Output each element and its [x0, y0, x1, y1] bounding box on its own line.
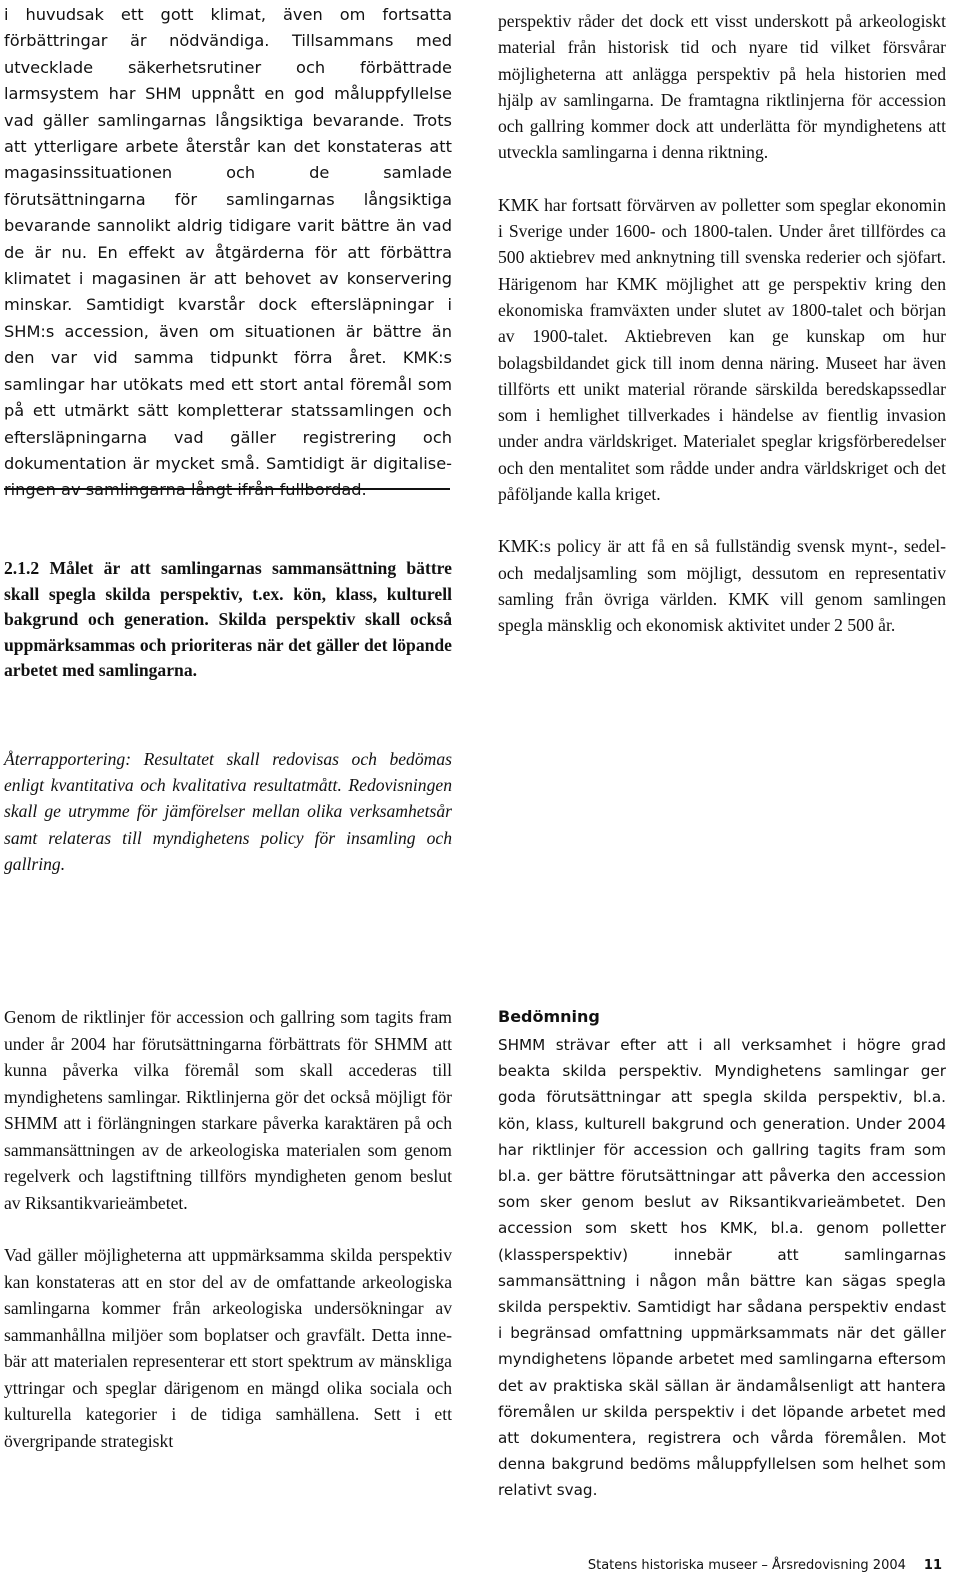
body-paragraph: Genom de riktlinjer för accession och gallring som tagits fram under år 2004 har förutsättningarna förbättrats för SHMM att kunna påverka vilka föremål som skall accederas till myndighetens samlingar. Riktlinjerna gör det också möjligt för SHMM att i förlängningen starkare påverka karaktären på och sammansättningen av de arkeologiska materialen som genom regelverk och lagstiftning tillförs myndigheten genom beslut av Riksantikvarieämbetet.	[4, 1007, 452, 1213]
body-paragraph: i huvudsak ett gott klimat, även om fortsatta förbättringar är nödvändiga. Tillsammans med utvecklade säkerhetsrutiner och förbättrade larmsystem har SHM uppnått en god måluppfyllelse vad gäller samlingarnas långsiktiga bevarande. Trots att ytterligare arbete återstår kan det konstateras att magasinssituationen och de samlade förutsättningarna för samlingarnas långsiktiga bevarande sannolikt aldrig tidigare varit bättre än vad de är nu. En effekt av åtgärderna för att förbättra klimatet i magasinen är att behovet av konservering minskar. Samtidigt kvarstår dock eftersläpningar i SHM:s accession, även om situationen är bättre än den var vid samma tidpunkt förra året. KMK:s samlingar har utökats med ett stort antal föremål som på ett utmärkt sätt kompletterar statssamlingen och eftersläpningarna vad gäller registrering och dokumentation är mycket små. Samtidigt är digitalise	[4, 5, 452, 473]
assessment-text: SHMM strävar efter att i all verksamhet i högre grad beakta skilda perspektiv. Myndighetens samlingar ger goda förutsättningar att spegla skilda perspektiv, bl.a. kön, klass, kulturell bakgrund och generation. Under 2004 har riktlinjer för accession och gallring tagits fram som bl.a. ger bättre förutsättningar att påverka den accession som sker genom beslut av Riksantikvarieämbetet. Den accession som skett hos KMK, bl.a. genom polletter (klassperspektiv) innebär att samlingarnas sammansättning i någon mån bättre kan sägas spegla skilda perspektiv. Samtidigt har sådana perspektiv endast i begränsad omfattning uppmärksammats när det gäller myndighetens löpande arbetet med samlingarna eftersom det av praktiska skäl sällan är ändamålsenligt att hantera föremålen ur skilda perspektiv i det löpande arbetet med att dokumentera, registrera och vårda föremålen. Mot denna bakgrund bedöms måluppfyllelsen som helhet som relativt svag.	[498, 1036, 946, 1500]
footer-publication: Statens historiska museer – Årsredovisning 2004	[587, 1558, 906, 1573]
body-paragraph: perspektiv råder det dock ett visst underskott på arkeologiskt material från historisk tid och nyare tid vilket försvårar möjligheterna att anlägga perspektiv på hela historien med hjälp av samlingarna. De framtagna riktlinjerna för accession och gallring kommer dock att underlätta för myndighetens att utveckla samlingarna i denna riktning.	[498, 11, 946, 163]
bottom-left-column	[4, 1004, 452, 1454]
top-left-column	[4, 2, 452, 504]
page-footer	[588, 1557, 942, 1575]
body-paragraph: KMK:s policy är att få en så fullständig svensk mynt-, sedel- och medaljsamling som möjligt, dessutom en representativ samling från övriga världen. KMK vill genom samlingen spegla mänsklig och ekonomisk aktivitet under 2 500 år.	[498, 536, 946, 636]
body-paragraph: Vad gäller möjligheterna att uppmärksamma skilda perspektiv kan konstateras att en stor del av de omfattande arkeologiska samlingarna kommer från arkeologiska undersökningar av sammanhållna miljöer som boplatser och gravfält. Detta innebär att materialen representerar ett stort spektrum av mänskliga yttringar och speglar därigenom en mängd olika sociala och kulturella kategorier i de tidiga samhällena. Sett i ett övergripande strategiskt	[4, 1245, 452, 1451]
page-number: 11	[923, 1558, 942, 1573]
reporting-requirement: Återrapportering: Resultatet skall redovisas och bedömas enligt kvantitativa och kvalitativa resultatmått. Redovisningen skall ge utrymme för jämförelser mellan olika verksamhetsår samt relateras till myndighetens policy för insamling och gallring.	[4, 749, 452, 874]
assessment-heading: Bedömning	[498, 1007, 600, 1026]
assessment-section	[498, 1006, 946, 1504]
goal-heading: 2.1.2 Målet är att samlingarnas sammansättning bättre skall spegla skilda perspektiv, t.ex. kön, klass, kulturell bakgrund och generation. Skilda perspektiv skall också uppmärksammas och prioriteras när det gäller det löpande arbetet med samlingarna.	[4, 558, 452, 681]
top-right-column	[498, 8, 946, 639]
body-paragraph: KMK har fortsatt förvärven av polletter som speglar ekonomin i Sverige under 1600- och 1800-talen. Under året tillfördes ca 500 aktiebrev med anknytning till svenska rederier och sjöfart. Härigenom har KMK möjlighet att ge perspektiv kring den ekonomiska framväxten under slutet av 1800-talet och början av 1900-talet. Aktiebreven kan ge kunskap om hur bolagsbildandet gick till inom denna näring. Museet har även tillförts ett unikt material rörande särskilda beredskapssedlar som i hemlighet tillverkades i händelse av fientlig invasion under andra världskriget. Materialet speglar krigsförberedelser och den mentalitet som rådde under andra världskriget och det påföljande kalla kriget.	[498, 194, 946, 505]
section-divider	[4, 488, 450, 490]
